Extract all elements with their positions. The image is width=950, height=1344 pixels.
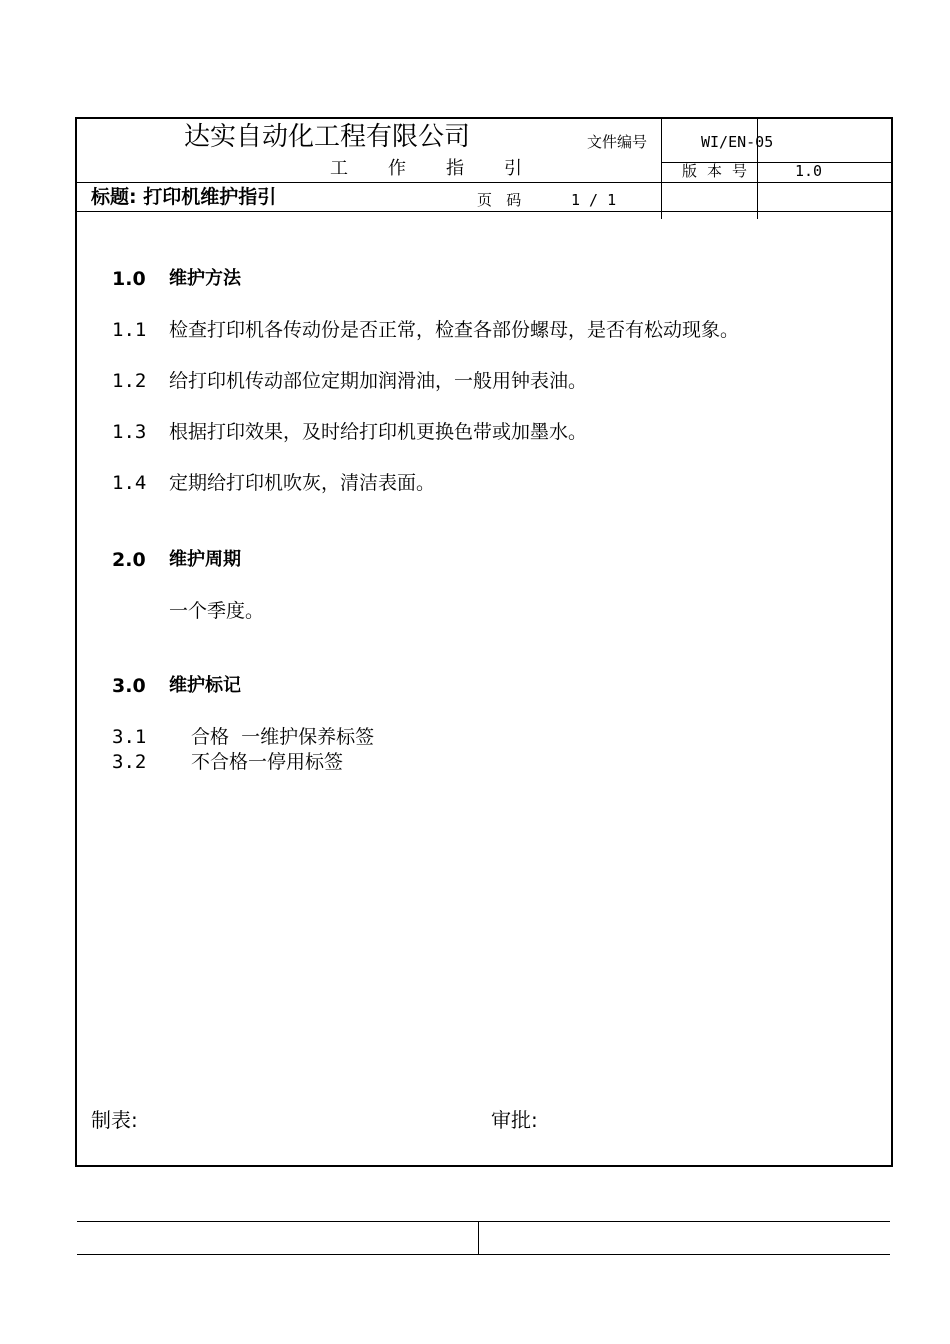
page-label: 页 码	[477, 191, 522, 209]
item-1-3-text: 根据打印效果，及时给打印机更换色带或加墨水。	[169, 421, 588, 443]
footer-divider	[478, 1221, 479, 1254]
header-col-divider-1	[661, 119, 662, 219]
approved-by-label: 审批:	[491, 1108, 538, 1132]
version-label: 版本号	[682, 162, 758, 180]
item-3-1-number: 3.1	[112, 726, 147, 748]
item-1-4-text: 定期给打印机吹灰，清洁表面。	[169, 472, 436, 494]
page-value: 1 / 1	[571, 191, 617, 209]
footer-line-top	[77, 1221, 890, 1222]
document-frame	[75, 117, 893, 1167]
section-3-title: 维护标记	[169, 675, 241, 696]
prepared-by-label: 制表:	[91, 1108, 138, 1132]
section-3-number: 3.0	[112, 675, 146, 697]
doc-type: 工作指引	[330, 158, 562, 179]
section-2-title: 维护周期	[169, 549, 241, 570]
item-3-2-number: 3.2	[112, 751, 147, 773]
item-1-2-text: 给打印机传动部位定期加润滑油，一般用钟表油。	[169, 370, 588, 392]
section-2-text: 一个季度。	[169, 600, 265, 622]
footer-line-bottom	[77, 1254, 890, 1255]
section-1-number: 1.0	[112, 268, 146, 290]
item-3-2-text: 不合格一停用标签	[191, 751, 344, 773]
item-1-3-number: 1.3	[112, 421, 147, 443]
item-1-4-number: 1.4	[112, 472, 147, 494]
section-1-title: 维护方法	[169, 268, 241, 289]
section-2-number: 2.0	[112, 549, 146, 571]
doc-no-label: 文件编号	[587, 133, 648, 151]
header-divider-1	[77, 182, 891, 183]
item-1-1-text: 检查打印机各传动份是否正常，检查各部份螺母，是否有松动现象。	[169, 319, 740, 341]
document-title: 标题: 打印机维护指引	[91, 186, 277, 208]
header-divider-2	[77, 211, 891, 212]
item-3-1-text: 合格 一维护保养标签	[191, 726, 375, 748]
company-name: 达实自动化工程有限公司	[184, 122, 471, 152]
doc-no-value: WI/EN-05	[701, 133, 774, 151]
version-value: 1.0	[795, 162, 823, 180]
item-1-2-number: 1.2	[112, 370, 147, 392]
item-1-1-number: 1.1	[112, 319, 147, 341]
